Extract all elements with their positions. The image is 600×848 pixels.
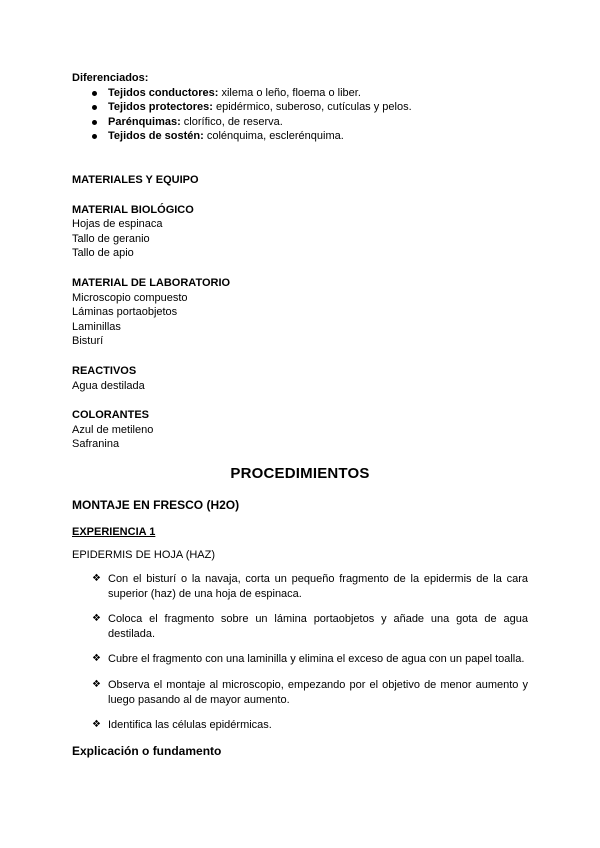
materiales-title: MATERIALES Y EQUIPO bbox=[72, 173, 199, 186]
diamond-bullet-icon: ❖ bbox=[92, 613, 101, 625]
item-term: Parénquimas: bbox=[108, 115, 181, 128]
list-item bbox=[92, 612, 528, 641]
step-text: Cubre el fragmento con una laminilla y elimina el exceso de agua con un papel toalla. bbox=[108, 653, 525, 666]
montaje-title: MONTAJE EN FRESCO (H2O) bbox=[72, 497, 240, 512]
diferenciados-list bbox=[72, 86, 528, 144]
item-desc: xilema o leño, floema o liber. bbox=[218, 86, 361, 99]
list-item: Safranina bbox=[72, 438, 120, 451]
list-item: Microscopio compuesto bbox=[72, 291, 188, 304]
list-item bbox=[92, 718, 528, 733]
step-text: Identifica las células epidérmicas. bbox=[108, 719, 272, 732]
item-desc: clorífico, de reserva. bbox=[180, 115, 283, 128]
epidermis-title: EPIDERMIS DE HOJA (HAZ) bbox=[72, 549, 216, 562]
item-desc: colénquima, esclerénquima. bbox=[203, 130, 344, 143]
explicacion-title: Explicación o fundamento bbox=[72, 743, 222, 758]
list-item bbox=[92, 100, 528, 115]
step-text: Con el bisturí o la navaja, corta un pequeño fragmento de la epidermis de la cara superior (haz) de una hoja de espinaca. bbox=[108, 573, 528, 600]
procedure-steps bbox=[72, 572, 528, 733]
item-term: Tejidos protectores: bbox=[108, 101, 213, 114]
material-laboratorio-heading: MATERIAL DE LABORATORIO bbox=[72, 276, 231, 289]
list-item bbox=[92, 129, 528, 144]
diamond-bullet-icon: ❖ bbox=[92, 653, 101, 665]
list-item bbox=[92, 572, 528, 601]
list-item: Laminillas bbox=[72, 320, 121, 333]
diamond-bullet-icon: ❖ bbox=[92, 679, 101, 691]
document-content bbox=[72, 71, 528, 759]
list-item bbox=[92, 678, 528, 707]
list-item: Agua destilada bbox=[72, 379, 145, 392]
list-item bbox=[92, 115, 528, 130]
list-item: Bisturí bbox=[72, 335, 104, 348]
material-biologico-heading: MATERIAL BIOLÓGICO bbox=[72, 203, 194, 216]
step-text: Coloca el fragmento sobre un lámina portaobjetos y añade una gota de agua destilada. bbox=[108, 613, 528, 640]
list-item: Azul de metileno bbox=[72, 423, 154, 436]
diamond-bullet-icon: ❖ bbox=[92, 573, 101, 585]
item-desc: epidérmico, suberoso, cutículas y pelos. bbox=[212, 101, 412, 114]
procedimientos-title: PROCEDIMIENTOS bbox=[230, 464, 370, 482]
item-term: Tejidos de sostén: bbox=[108, 130, 204, 143]
item-term: Tejidos conductores: bbox=[108, 86, 219, 99]
list-item: Láminas portaobjetos bbox=[72, 306, 178, 319]
step-text: Observa el montaje al microscopio, empezando por el objetivo de menor aumento y luego pasando al de mayor aumento. bbox=[108, 679, 528, 706]
list-item bbox=[92, 652, 528, 667]
colorantes-heading: COLORANTES bbox=[72, 409, 149, 422]
list-item: Tallo de apio bbox=[72, 247, 134, 260]
experiencia-title: EXPERIENCIA 1 bbox=[72, 525, 156, 538]
diamond-bullet-icon: ❖ bbox=[92, 719, 101, 731]
list-item: Hojas de espinaca bbox=[72, 218, 163, 231]
diferenciados-heading: Diferenciados: bbox=[72, 72, 149, 84]
reactivos-heading: REACTIVOS bbox=[72, 364, 137, 377]
list-item: Tallo de geranio bbox=[72, 232, 150, 245]
list-item bbox=[92, 86, 528, 101]
